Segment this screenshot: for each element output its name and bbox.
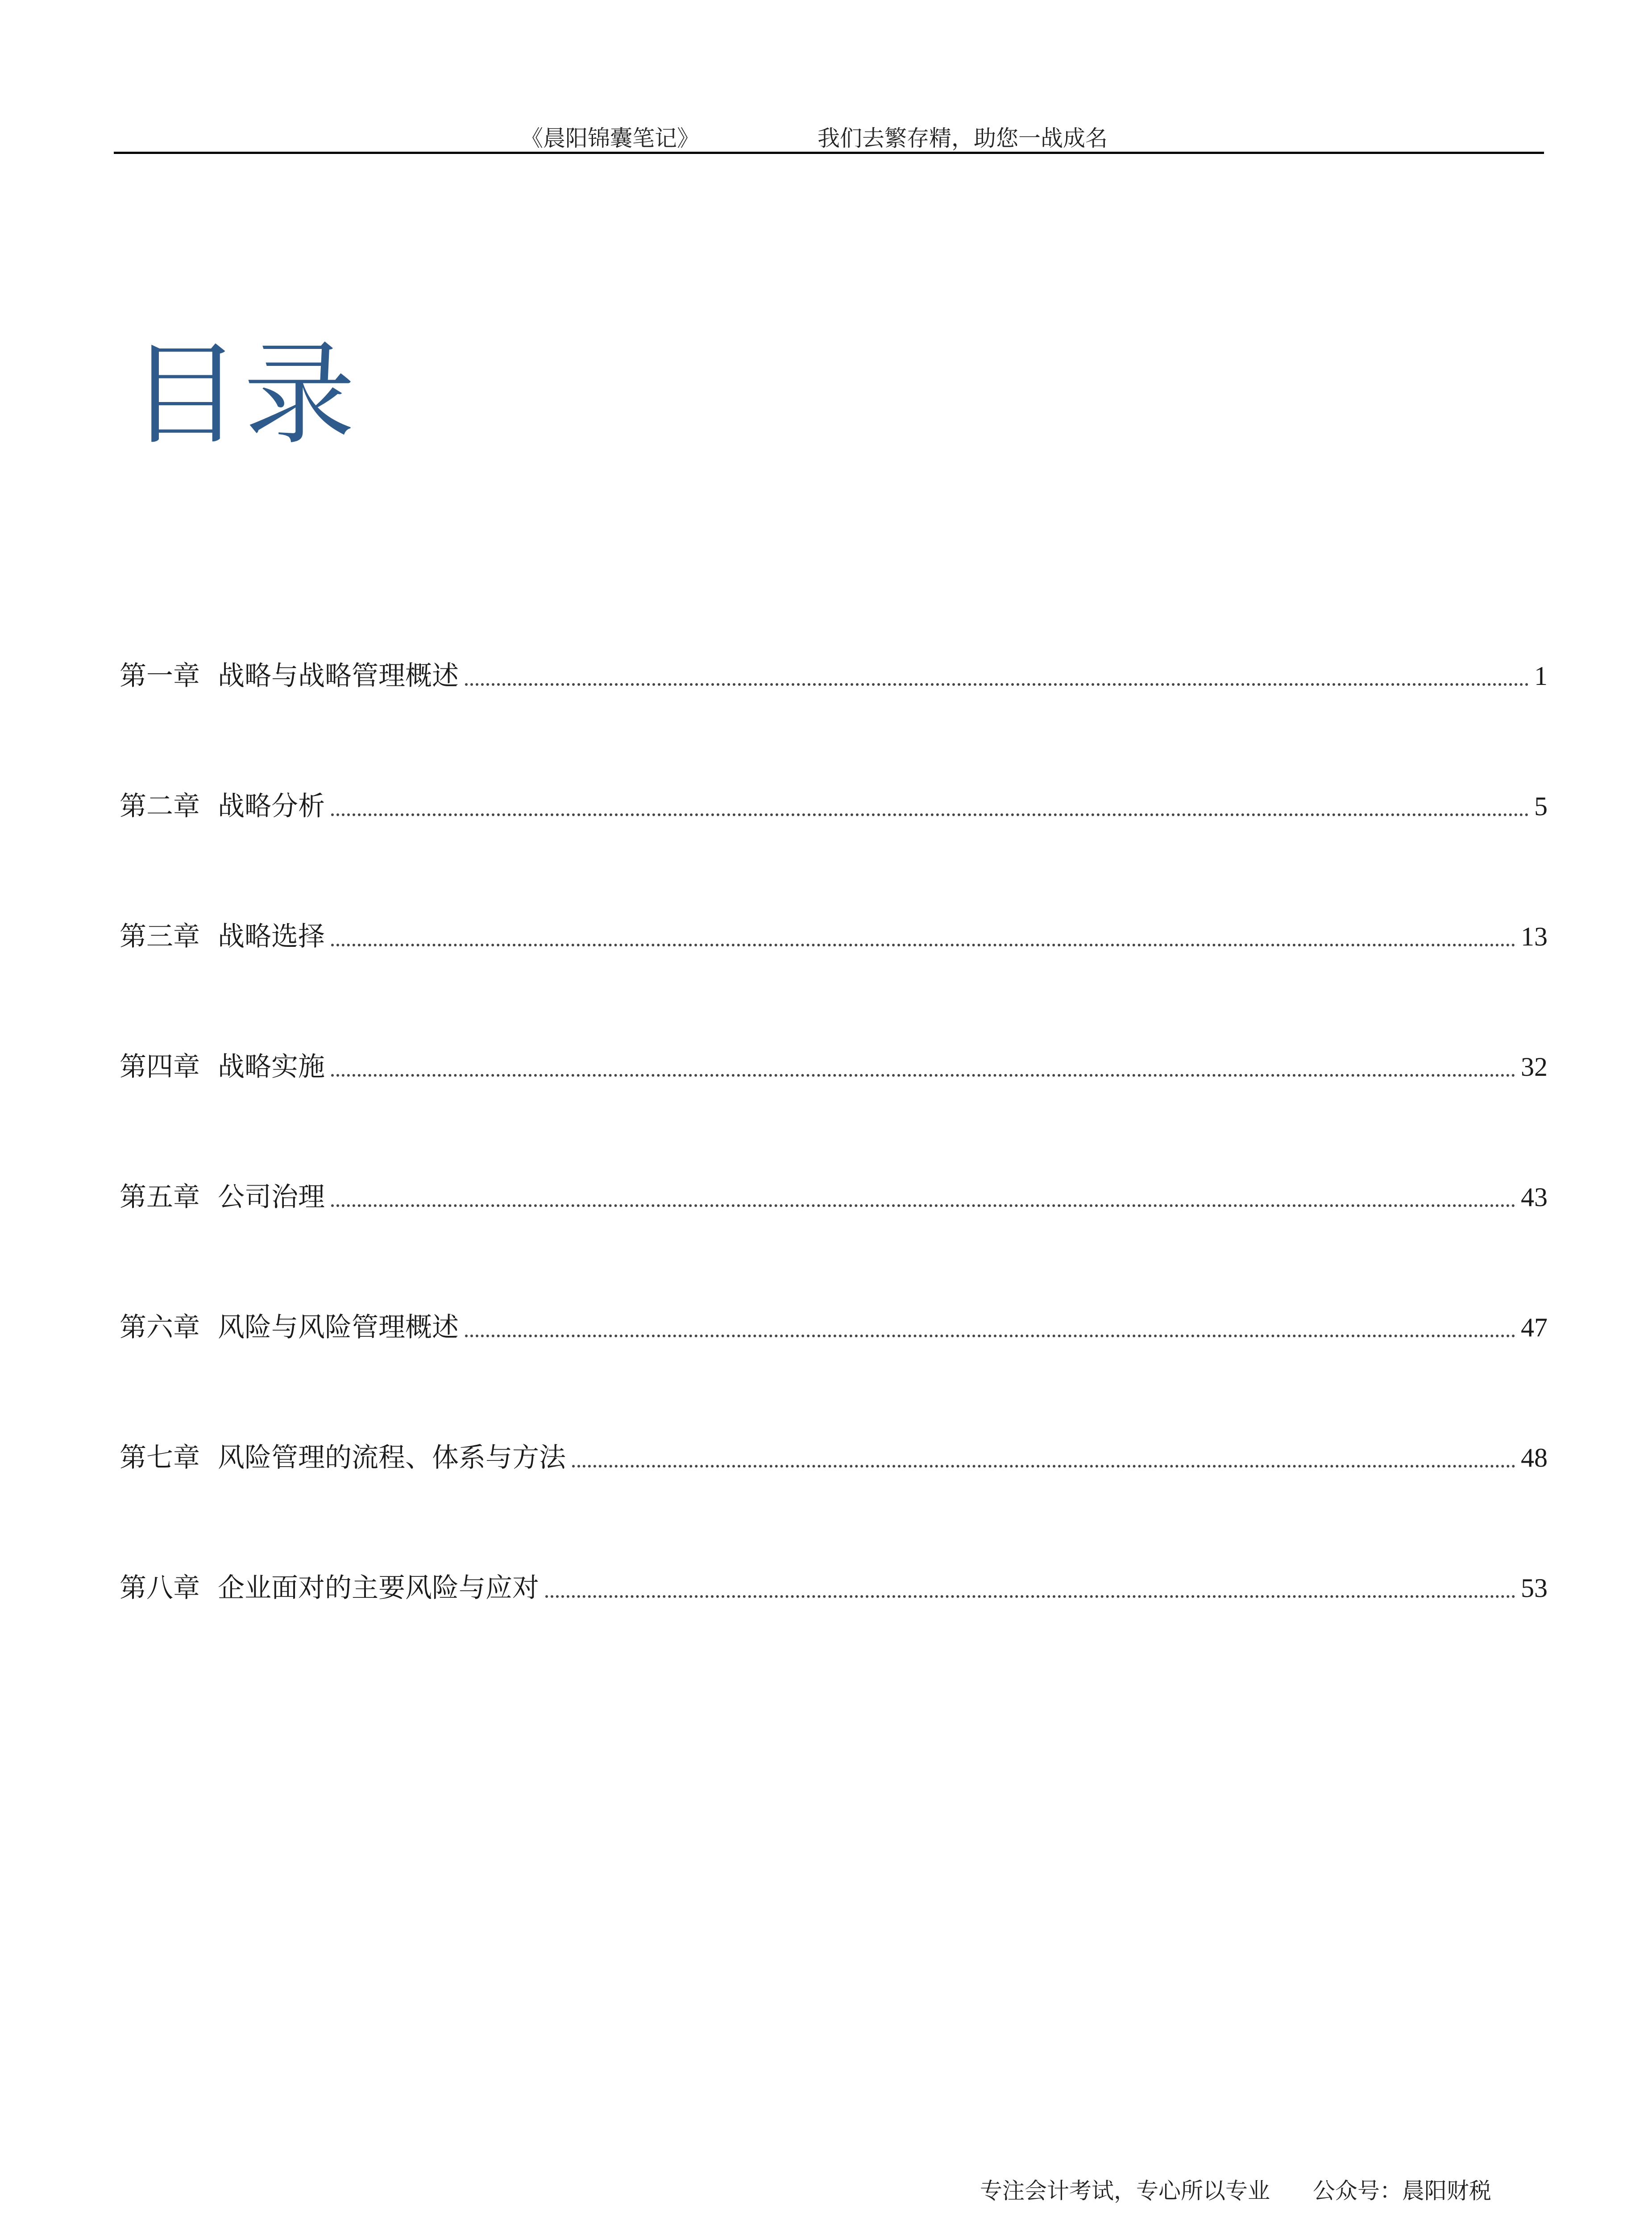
toc-chapter-number: 第八章	[120, 1572, 200, 1604]
toc-chapter-number: 第七章	[120, 1442, 200, 1473]
toc-chapter-name: 企业面对的主要风险与应对	[218, 1572, 539, 1604]
toc-title: 目录	[129, 330, 358, 460]
toc-chapter-number: 第二章	[120, 791, 200, 822]
toc-chapter-number: 第三章	[120, 921, 200, 952]
toc-page-number: 47	[1521, 1313, 1548, 1342]
toc-entry[interactable]	[120, 1045, 1548, 1085]
toc-page-number: 32	[1521, 1052, 1548, 1082]
toc-page-number: 13	[1521, 922, 1548, 951]
header-rule	[114, 152, 1544, 154]
toc-leader-dots	[545, 1595, 1515, 1598]
toc-chapter-name: 战略分析	[218, 791, 325, 822]
toc-entry[interactable]	[120, 654, 1548, 694]
toc-page-number: 53	[1521, 1573, 1548, 1603]
toc-entry[interactable]	[120, 1305, 1548, 1345]
toc-page-number: 1	[1534, 661, 1548, 691]
footer-account: 公众号：晨阳财税	[1312, 2178, 1491, 2204]
toc-chapter-number: 第五章	[120, 1182, 200, 1213]
toc-entry[interactable]	[120, 914, 1548, 954]
toc-page-number: 43	[1521, 1182, 1548, 1212]
toc-page-number: 5	[1534, 792, 1548, 821]
toc-chapter-number: 第六章	[120, 1312, 200, 1343]
toc-leader-dots	[331, 1204, 1515, 1207]
header-slogan: 我们去繁存精，助您一战成名	[818, 125, 1108, 151]
toc-chapter-name: 战略与战略管理概述	[218, 660, 459, 692]
toc-chapter-name: 风险管理的流程、体系与方法	[218, 1442, 566, 1473]
toc-entry[interactable]	[120, 784, 1548, 824]
toc-chapter-name: 战略实施	[218, 1051, 325, 1082]
page-header	[114, 115, 1544, 155]
page-footer	[980, 2173, 1491, 2205]
book-title: 《晨阳锦囊笔记》	[521, 125, 699, 151]
toc-leader-dots	[572, 1465, 1515, 1468]
toc-chapter-name: 公司治理	[218, 1182, 325, 1213]
toc-chapter-number: 第一章	[120, 660, 200, 692]
footer-motto: 专注会计考试，专心所以专业	[980, 2178, 1270, 2204]
toc-leader-dots	[465, 1335, 1515, 1337]
toc-leader-dots	[331, 1074, 1515, 1077]
toc-entry[interactable]	[120, 1435, 1548, 1476]
toc-entry[interactable]	[120, 1566, 1548, 1606]
toc-leader-dots	[331, 813, 1529, 816]
toc-leader-dots	[465, 683, 1529, 686]
toc-chapter-number: 第四章	[120, 1051, 200, 1082]
toc-entry[interactable]	[120, 1175, 1548, 1215]
toc-leader-dots	[331, 944, 1515, 946]
toc-chapter-name: 战略选择	[218, 921, 325, 952]
toc-chapter-name: 风险与风险管理概述	[218, 1312, 459, 1343]
toc-page-number: 48	[1521, 1443, 1548, 1472]
